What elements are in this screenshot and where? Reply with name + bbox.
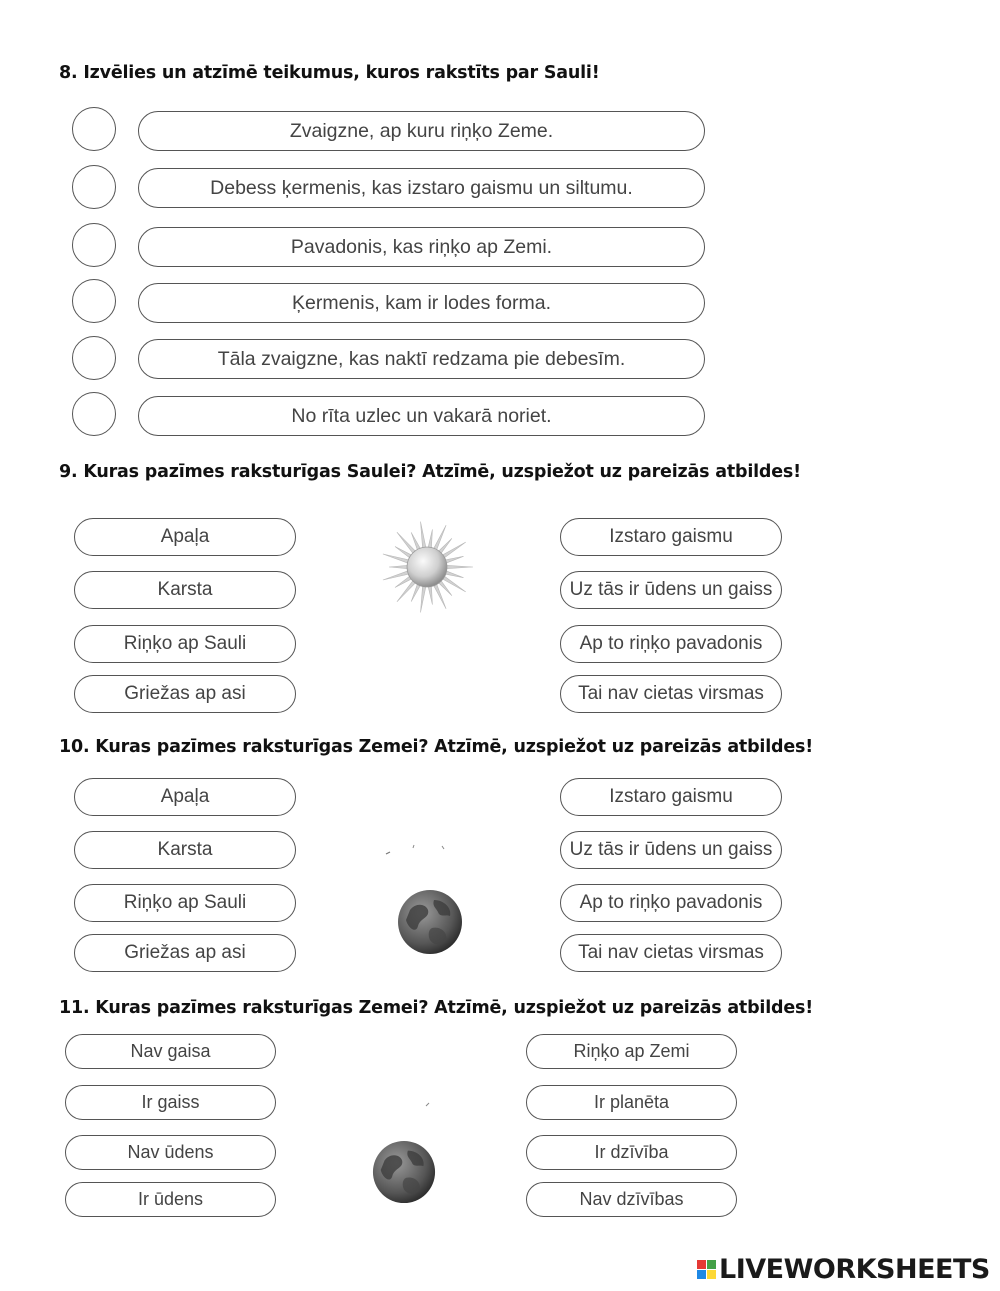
answer-option[interactable]: Izstaro gaismu bbox=[560, 518, 782, 556]
answer-option[interactable]: Zvaigzne, ap kuru riņķo Zeme. bbox=[138, 111, 705, 151]
answer-option[interactable]: Uz tās ir ūdens un gaiss bbox=[560, 571, 782, 609]
sun-ray bbox=[421, 586, 427, 613]
checkbox-circle[interactable] bbox=[72, 336, 116, 380]
decorative-marks bbox=[424, 1100, 432, 1108]
answer-option[interactable]: Ir ūdens bbox=[65, 1182, 276, 1217]
answer-option[interactable]: Ir gaiss bbox=[65, 1085, 276, 1120]
sun-ray bbox=[446, 565, 473, 568]
checkbox-circle[interactable] bbox=[72, 392, 116, 436]
logo-block bbox=[707, 1260, 716, 1269]
answer-option[interactable]: Tai nav cietas virsmas bbox=[560, 934, 782, 972]
answer-option[interactable]: Ap to riņķo pavadonis bbox=[560, 625, 782, 663]
answer-option[interactable]: Griežas ap asi bbox=[74, 934, 296, 972]
sun-ray bbox=[411, 532, 421, 550]
answer-option[interactable]: Pavadonis, kas riņķo ap Zemi. bbox=[138, 227, 705, 267]
checkbox-circle[interactable] bbox=[72, 107, 116, 151]
answer-option[interactable]: Ķermenis, kam ir lodes forma. bbox=[138, 283, 705, 323]
answer-option[interactable]: Debess ķermenis, kas izstaro gaismu un siltumu. bbox=[138, 168, 705, 208]
logo-text: LIVEWORKSHEETS bbox=[719, 1253, 990, 1285]
sun-ray bbox=[421, 522, 427, 549]
answer-option[interactable]: Karsta bbox=[74, 571, 296, 609]
logo-block bbox=[697, 1260, 706, 1269]
answer-option[interactable]: Ir dzīvība bbox=[526, 1135, 737, 1170]
sun-ray bbox=[383, 554, 409, 563]
checkbox-circle[interactable] bbox=[72, 165, 116, 209]
sun-ray bbox=[428, 529, 432, 548]
answer-option[interactable]: Uz tās ir ūdens un gaiss bbox=[560, 831, 782, 869]
decorative-marks bbox=[380, 844, 450, 864]
answer-option[interactable]: Karsta bbox=[74, 831, 296, 869]
earth-icon bbox=[371, 1139, 437, 1205]
sun-ray bbox=[389, 565, 408, 568]
logo-blocks-icon bbox=[697, 1260, 716, 1279]
sun-icon bbox=[378, 519, 476, 615]
question-9-title: 9. Kuras pazīmes raksturīgas Saulei? Atzīmē, uzspiežot uz pareizās atbildes! bbox=[59, 462, 801, 482]
logo-block bbox=[707, 1270, 716, 1279]
question-10-title: 10. Kuras pazīmes raksturīgas Zemei? Atzīmē, uzspiežot uz pareizās atbildes! bbox=[59, 737, 814, 757]
answer-option[interactable]: Nav dzīvības bbox=[526, 1182, 737, 1217]
answer-option[interactable]: Ir planēta bbox=[526, 1085, 737, 1120]
answer-option[interactable]: Ap to riņķo pavadonis bbox=[560, 884, 782, 922]
answer-option[interactable]: Griežas ap asi bbox=[74, 675, 296, 713]
sun-ray bbox=[445, 556, 464, 563]
question-11-title: 11. Kuras pazīmes raksturīgas Zemei? Atzīmē, uzspiežot uz pareizās atbildes! bbox=[59, 998, 814, 1018]
answer-option[interactable]: Nav gaisa bbox=[65, 1034, 276, 1069]
sun-ray bbox=[411, 584, 421, 602]
earth-icon bbox=[396, 888, 464, 956]
logo-block bbox=[697, 1270, 706, 1279]
sun-ray bbox=[445, 571, 464, 578]
answer-option[interactable]: Riņķo ap Zemi bbox=[526, 1034, 737, 1069]
answer-option[interactable]: Riņķo ap Sauli bbox=[74, 884, 296, 922]
liveworksheets-logo bbox=[697, 1252, 990, 1286]
answer-option[interactable]: Riņķo ap Sauli bbox=[74, 625, 296, 663]
answer-option[interactable]: Izstaro gaismu bbox=[560, 778, 782, 816]
sun-ray bbox=[428, 586, 432, 605]
checkbox-circle[interactable] bbox=[72, 223, 116, 267]
answer-option[interactable]: Apaļa bbox=[74, 518, 296, 556]
answer-option[interactable]: Nav ūdens bbox=[65, 1135, 276, 1170]
answer-option[interactable]: Tai nav cietas virsmas bbox=[560, 675, 782, 713]
answer-option[interactable]: Apaļa bbox=[74, 778, 296, 816]
question-8-title: 8. Izvēlies un atzīmē teikumus, kuros rakstīts par Sauli! bbox=[59, 63, 600, 83]
answer-option[interactable]: No rīta uzlec un vakarā noriet. bbox=[138, 396, 705, 436]
answer-option[interactable]: Tāla zvaigzne, kas naktī redzama pie debesīm. bbox=[138, 339, 705, 379]
sun-ray bbox=[383, 571, 409, 580]
checkbox-circle[interactable] bbox=[72, 279, 116, 323]
